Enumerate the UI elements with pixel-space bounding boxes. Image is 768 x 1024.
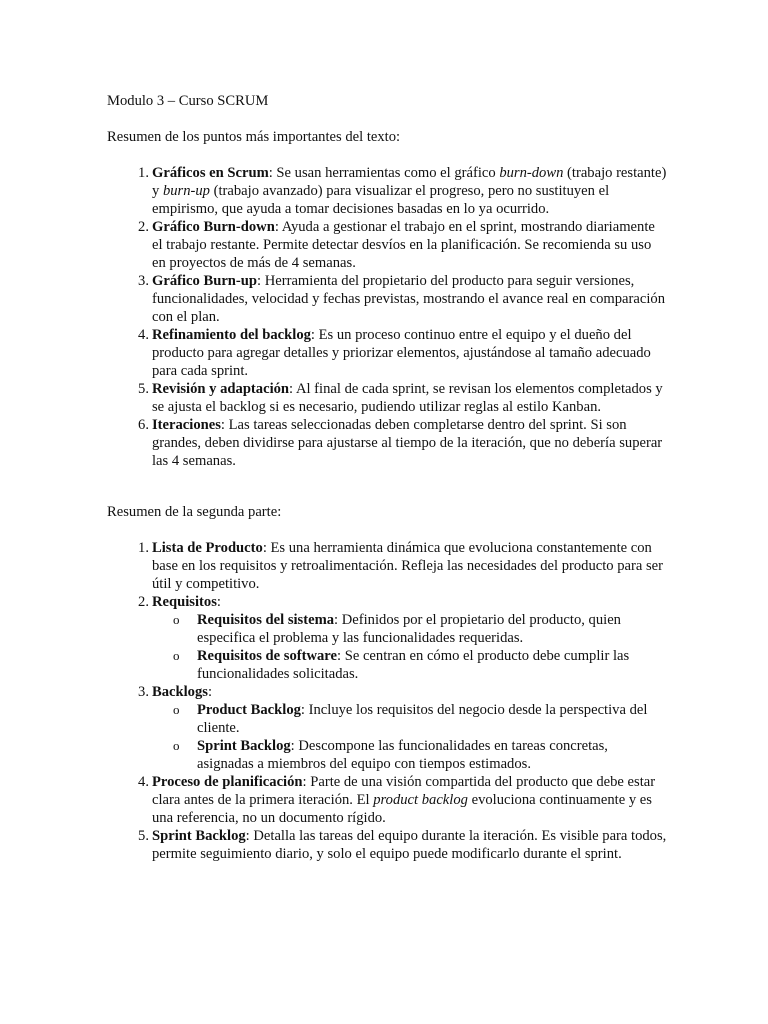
list-item-term: Revisión y adaptación <box>152 381 290 397</box>
list-item-text: : Ayuda a gestionar el trabajo en el sprint, mostrando diariamente el trabajo restante. Permite detectar desvíos en la planificación. Se recomienda su uso en proyectos de más de 4 semanas. <box>152 219 655 271</box>
list-item-text: : Es un proceso continuo entre el equipo y el dueño del producto para agregar detalles y priorizar elementos, ajustándose al tamaño adecuado para cada sprint. <box>152 327 651 379</box>
intro-paragraph: Resumen de los puntos más importantes del texto: <box>107 129 401 145</box>
list-number: 2 . <box>129 593 149 611</box>
sub-list-item <box>152 647 667 683</box>
list-item-term: Refinamiento del backlog <box>152 327 311 343</box>
list-item-text: evoluciona continuamente y es una referencia, no un documento rígido. <box>152 792 652 826</box>
list-number: 3 . <box>129 272 149 290</box>
list-number: 6 . <box>129 416 149 434</box>
list-item-term: Gráfico Burn-down <box>152 219 275 235</box>
sub-item-text: : Descompone las funcionalidades en tareas concretas, asignadas a miembros del equipo con tiempos estimados. <box>197 738 608 772</box>
circle-bullet-icon: o <box>173 648 180 663</box>
list-item-text: : Herramienta del propietario del producto para seguir versiones, funcionalidades, velocidad y fechas previstas, mostrando el avance real en comparación con el plan. <box>152 273 665 325</box>
list-item-text: (trabajo restante) y <box>152 165 667 199</box>
list-item-text: : Se usan herramientas como el gráfico <box>268 165 500 181</box>
list-number: 5 . <box>129 827 149 845</box>
sub-item-term: Requisitos del sistema <box>197 612 335 628</box>
list-item-term: Sprint Backlog <box>152 828 246 844</box>
list-item-term: Proceso de planificación <box>152 774 303 790</box>
document-title: Modulo 3 – Curso SCRUM <box>107 93 269 109</box>
list-item <box>107 593 667 683</box>
list-item-text: : Es una herramienta dinámica que evoluciona constantemente con base en los requisitos y retroalimentación. Refleja las necesidades del producto para ser útil y competitivo. <box>152 540 664 592</box>
list-item <box>107 218 667 272</box>
sub-list <box>152 701 667 773</box>
list-item <box>107 164 667 218</box>
list-item-text: : Al final de cada sprint, se revisan los elementos completados y se ajusta el backlog si es necesario, pudiendo utilizar reglas al estilo Kanban. <box>152 381 663 415</box>
sub-item-term: Requisitos de software <box>197 648 337 664</box>
italic-term: burn-up <box>162 183 210 199</box>
italic-term: burn-down <box>499 165 564 181</box>
second-part-heading: Resumen de la segunda parte: <box>107 504 282 520</box>
list-item <box>107 380 667 416</box>
circle-bullet-icon: o <box>173 612 180 627</box>
list-number: 4 . <box>129 326 149 344</box>
list-number: 2 . <box>129 218 149 236</box>
sub-list-item <box>152 701 667 737</box>
list-number: 1 . <box>129 539 149 557</box>
circle-bullet-icon: o <box>173 738 180 753</box>
sub-item-term: Product Backlog <box>197 702 301 718</box>
list-item-text: : Detalla las tareas del equipo durante la iteración. Es visible para todos, permite seguimiento diario, y solo el equipo puede modificarlo durante el sprint. <box>152 828 667 862</box>
list-item-text: : <box>216 594 221 610</box>
circle-bullet-icon: o <box>173 702 180 717</box>
list-item-text: : Parte de una visión compartida del producto que debe estar clara antes de la primera iteración. El <box>152 774 656 808</box>
list-item <box>107 683 667 773</box>
list-item-text: : <box>207 684 213 700</box>
list-item <box>107 416 667 470</box>
list-item <box>107 272 667 326</box>
list-item <box>107 326 667 380</box>
sub-item-text: : Definidos por el propietario del producto, quien especifica el problema y las funcionalidades requeridas. <box>197 612 621 646</box>
list-number: 4 . <box>129 773 149 791</box>
list-item <box>107 827 667 863</box>
list-item-term: Gráfico Burn-up <box>152 273 257 289</box>
list-item-term: Requisitos <box>152 594 217 610</box>
list-item-term: Gráficos en Scrum <box>152 165 269 181</box>
list-item <box>107 773 667 827</box>
list-item-term: Iteraciones <box>152 417 221 433</box>
sub-item-term: Sprint Backlog <box>197 738 291 754</box>
sub-item-text: : Incluye los requisitos del negocio desde la perspectiva del cliente. <box>197 702 648 736</box>
list-number: 5 . <box>129 380 149 398</box>
list-item-term: Lista de Producto <box>152 540 263 556</box>
sub-item-text: : Se centran en cómo el producto debe cumplir las funcionalidades solicitadas. <box>197 648 630 682</box>
list-number: 3 . <box>129 683 149 701</box>
list-item-term: Backlogs <box>152 684 208 700</box>
list-item-text: : Las tareas seleccionadas deben completarse dentro del sprint. Si son grandes, deben dividirse para ajustarse al tiempo de la iteración, que no debería superar las 4 semanas. <box>152 417 663 469</box>
sub-list-item <box>152 611 667 647</box>
list-item-text: (trabajo avanzado) para visualizar el progreso, pero no sustituyen el empirismo, que ayuda a tomar decisiones basadas en lo ya ocurrido. <box>152 183 610 217</box>
numbered-list-second <box>107 539 667 863</box>
sub-list-item <box>152 737 667 773</box>
sub-list <box>152 611 667 683</box>
list-number: 1 . <box>129 164 149 182</box>
numbered-list-first <box>107 164 667 470</box>
italic-term: product backlog <box>373 792 468 808</box>
list-item <box>107 539 667 593</box>
